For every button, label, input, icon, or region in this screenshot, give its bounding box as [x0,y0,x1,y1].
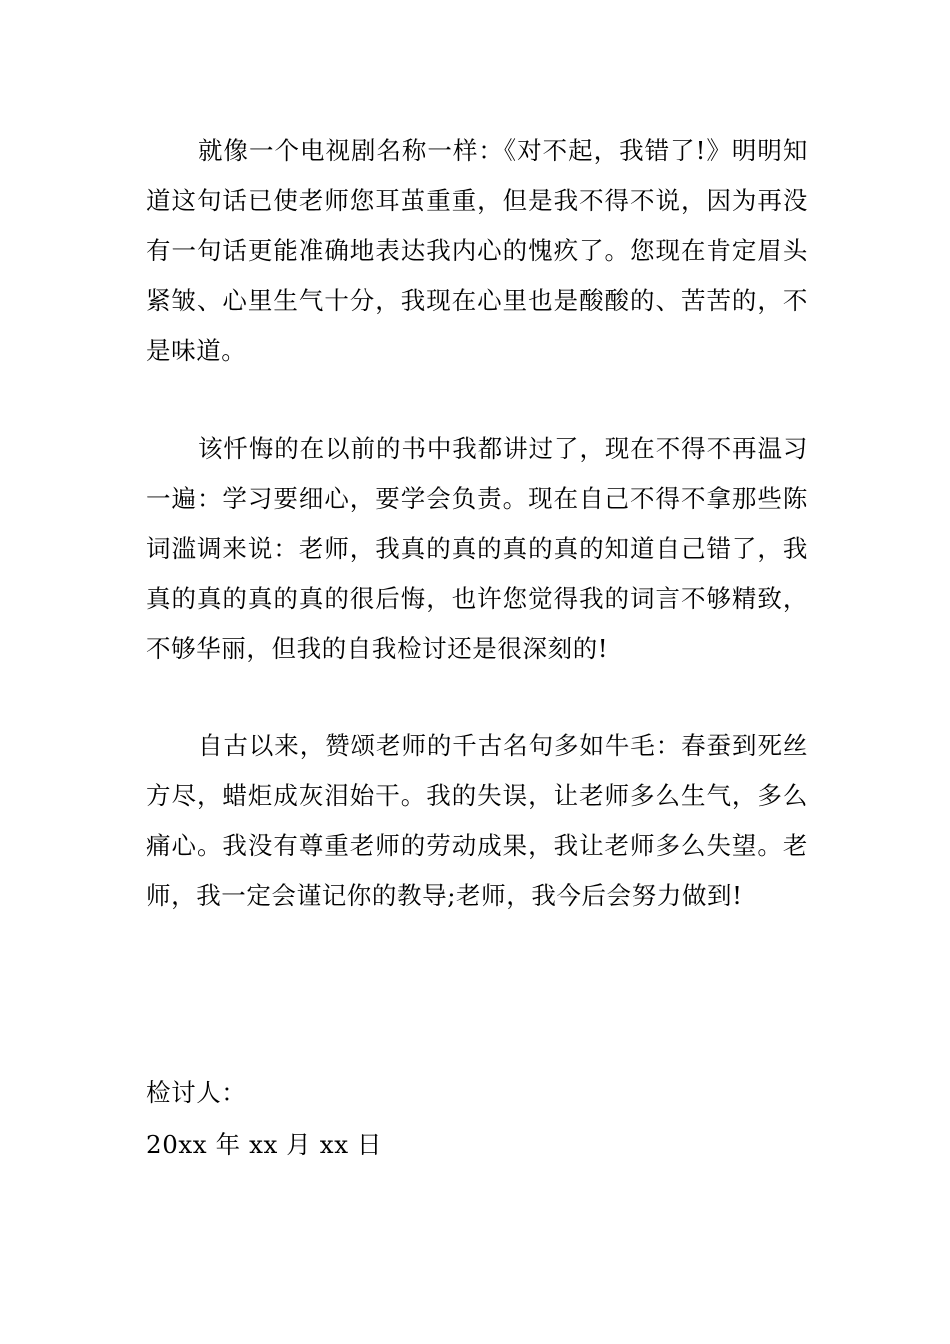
signature-label: 检讨人： [146,1078,247,1107]
paragraph-repentance: 该忏悔的在以前的书中我都讲过了，现在不得不再温习一遍：学习要细心，要学会负责。现在自己不得不拿那些陈词滥调来说：老师，我真的真的真的真的知道自己错了，我真的真的真的真的很后悔，也许您觉得我的词言不够精致，不够华丽，但我的自我检讨还是很深刻的! [146,434,808,663]
date-line: 20xx 年 xx 月 xx 日 [146,1130,383,1159]
paragraph-teacher-praise: 自古以来，赞颂老师的千古名句多如牛毛：春蚕到死丝方尽，蜡炬成灰泪始干。我的失误，让老师多么生气，多么痛心。我没有尊重老师的劳动成果，我让老师多么失望。老师，我一定会谨记你的教导;老师，我今后会努力做到! [146,731,808,910]
paragraph-apology: 就像一个电视剧名称一样：《对不起，我错了!》明明知道这句话已使老师您耳茧重重，但是我不得不说，因为再没有一句话更能准确地表达我内心的愧疚了。您现在肯定眉头紧皱、心里生气十分，我现在心里也是酸酸的、苦苦的，不是味道。 [146,136,808,365]
